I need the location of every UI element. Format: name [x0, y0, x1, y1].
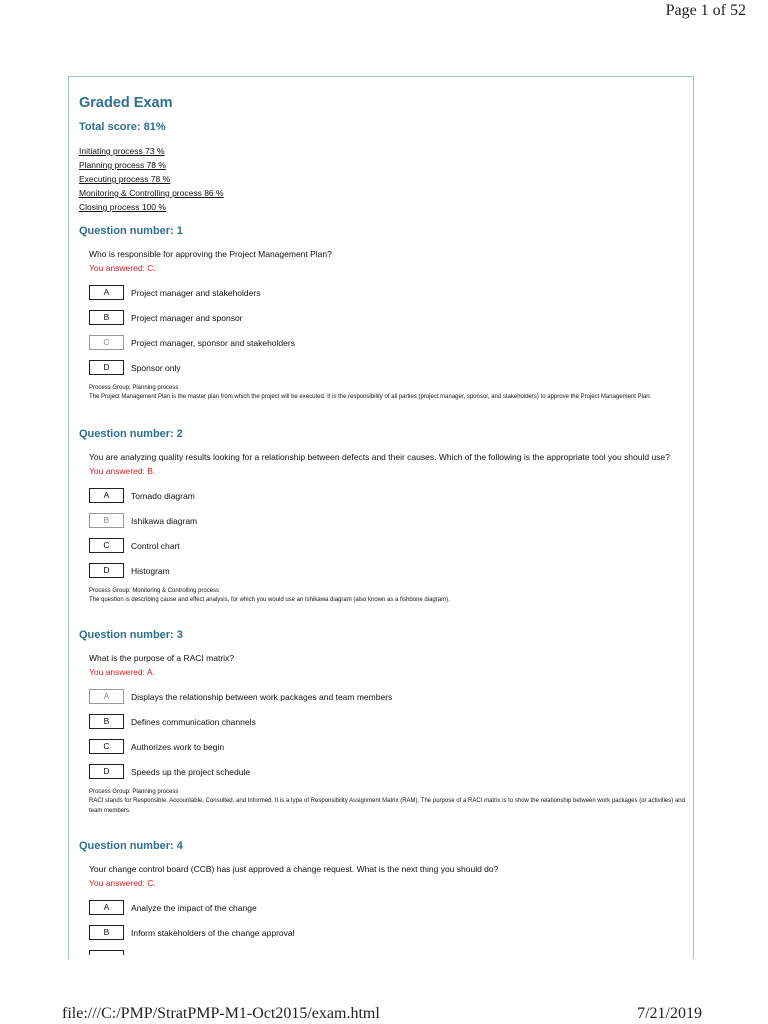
breakdown-link-monitoring[interactable]: Monitoring & Controlling process 86 %: [79, 188, 224, 198]
option-letter[interactable]: C: [89, 739, 124, 754]
question-heading: Question number: 4: [79, 840, 183, 852]
option-b[interactable]: [89, 305, 693, 330]
explanation-text: RACI stands for Responsible, Accountable, Consulted, and Informed. It is a type of Responsibility Assignment Matrix (RAM). The purpose of a RACI matrix is to show the relationship between work packages (or activities) and team members.: [89, 798, 685, 814]
option-text: Speeds up the project schedule: [131, 766, 251, 777]
option-letter-cut-off: [89, 950, 124, 955]
process-group: Process Group: Planning process: [89, 789, 179, 795]
exam-content: [69, 77, 693, 955]
footer-file-url: file:///C:/PMP/StratPMP-M1-Oct2015/exam.html: [62, 1005, 380, 1022]
option-text: Ishikawa diagram: [131, 515, 198, 526]
question-text: What is the purpose of a RACI matrix?: [89, 653, 235, 663]
option-c[interactable]: [89, 734, 693, 759]
option-letter[interactable]: C: [89, 538, 124, 553]
option-b[interactable]: [89, 920, 693, 945]
page-number-label: Page 1 of 52: [665, 2, 746, 19]
answer-options: [89, 280, 693, 380]
option-letter-selected[interactable]: A: [89, 689, 124, 704]
answered-label: You answered: C.: [89, 263, 156, 273]
option-d[interactable]: [89, 759, 693, 784]
question-1: [79, 225, 693, 402]
answer-explanation: [89, 384, 693, 402]
option-letter[interactable]: B: [89, 925, 124, 940]
question-text: Your change control board (CCB) has just approved a change request. What is the next thing you should do?: [89, 864, 499, 874]
option-text: Authorizes work to begin: [131, 741, 225, 752]
option-text: Histogram: [131, 565, 170, 576]
total-score: Total score: 81%: [79, 121, 166, 133]
option-text: Control chart: [131, 540, 180, 551]
answered-label: You answered: C.: [89, 878, 156, 888]
option-d[interactable]: [89, 355, 693, 380]
option-text: Tornado diagram: [131, 490, 195, 501]
question-2: [79, 428, 693, 605]
option-d[interactable]: [89, 558, 693, 583]
question-3: [79, 629, 693, 816]
option-text: Project manager, sponsor and stakeholders: [131, 337, 295, 348]
option-letter[interactable]: B: [89, 310, 124, 325]
option-letter-selected[interactable]: C: [89, 335, 124, 350]
process-group: Process Group: Planning process: [89, 385, 179, 391]
answer-options: [89, 895, 693, 955]
option-c[interactable]: [89, 330, 693, 355]
option-a[interactable]: [89, 684, 693, 709]
option-b[interactable]: [89, 709, 693, 734]
option-letter[interactable]: A: [89, 285, 124, 300]
score-breakdown: [79, 144, 693, 214]
breakdown-link-planning[interactable]: Planning process 78 %: [79, 160, 166, 170]
question-4: [79, 840, 693, 955]
question-heading: Question number: 2: [79, 428, 183, 440]
option-c[interactable]: [89, 533, 693, 558]
option-a[interactable]: [89, 895, 693, 920]
option-text: Project manager and stakeholders: [131, 287, 261, 298]
option-letter[interactable]: A: [89, 488, 124, 503]
option-b[interactable]: [89, 508, 693, 533]
answered-label: You answered: A.: [89, 667, 155, 677]
question-text: You are analyzing quality results looking for a relationship between defects and their causes. Which of the following is the appropriate tool you should use?: [89, 452, 670, 462]
answer-explanation: [89, 587, 693, 605]
footer-print-date: 7/21/2019: [637, 1005, 702, 1022]
option-letter[interactable]: D: [89, 360, 124, 375]
exam-title: Graded Exam: [79, 95, 173, 111]
answered-label: You answered: B.: [89, 466, 156, 476]
option-letter-selected[interactable]: B: [89, 513, 124, 528]
option-a[interactable]: [89, 280, 693, 305]
exam-frame: [68, 76, 694, 959]
question-heading: Question number: 1: [79, 225, 183, 237]
option-text: Sponsor only: [131, 362, 181, 373]
breakdown-link-executing[interactable]: Executing process 78 %: [79, 174, 171, 184]
option-letter[interactable]: D: [89, 563, 124, 578]
question-heading: Question number: 3: [79, 629, 183, 641]
explanation-text: The question is describing cause and effect analysis, for which you would use an Ishikawa diagram (also known as a fishbone diagram).: [89, 597, 450, 603]
explanation-text: The Project Management Plan is the master plan from which the project will be executed. It is the responsibility of all parties (project manager, sponsor, and stakeholders) to approve the Project Management Plan.: [89, 394, 652, 400]
answer-options: [89, 483, 693, 583]
option-text: Project manager and sponsor: [131, 312, 243, 323]
option-text: Inform stakeholders of the change approval: [131, 927, 295, 938]
answer-explanation: [89, 788, 693, 816]
answer-options: [89, 684, 693, 784]
option-text: Displays the relationship between work packages and team members: [131, 691, 393, 702]
option-text: Analyze the impact of the change: [131, 902, 257, 913]
option-letter[interactable]: A: [89, 900, 124, 915]
breakdown-link-initiating[interactable]: Initiating process 73 %: [79, 146, 165, 156]
option-a[interactable]: [89, 483, 693, 508]
option-letter[interactable]: D: [89, 764, 124, 779]
option-letter[interactable]: B: [89, 714, 124, 729]
option-text: Defines communication channels: [131, 716, 256, 727]
process-group: Process Group: Monitoring & Controlling process: [89, 588, 220, 594]
breakdown-link-closing[interactable]: Closing process 100 %: [79, 202, 166, 212]
question-text: Who is responsible for approving the Project Management Plan?: [89, 249, 332, 259]
